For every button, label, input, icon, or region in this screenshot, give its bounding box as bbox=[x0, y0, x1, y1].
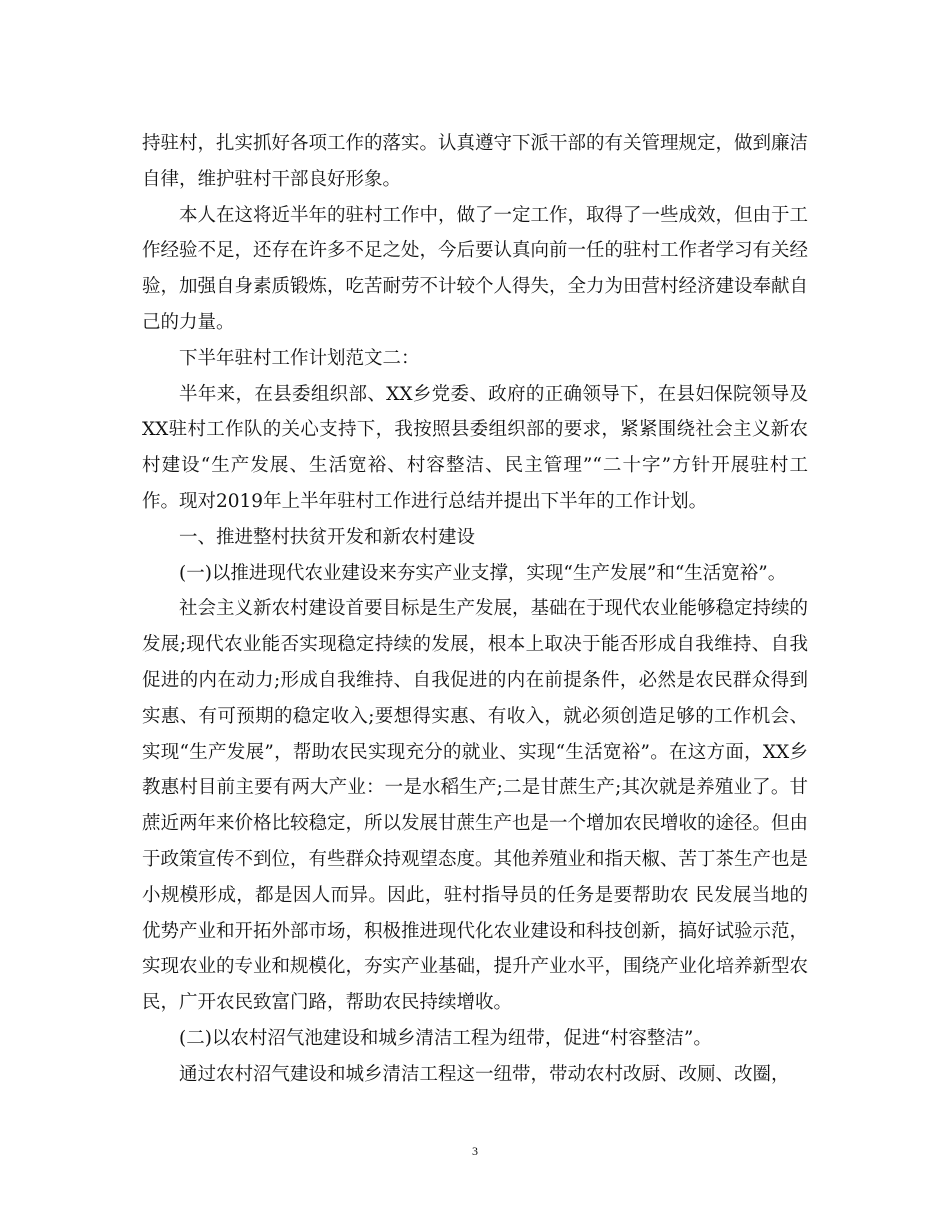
paragraph: 本人在这将近半年的驻村工作中，做了一定工作，取得了一些成效，但由于工作经验不足，还存在许多不足之处，今后要认真向前一任的驻村工作者学习有关经验，加强自身素质锻炼，吃苦耐劳不计较个人得失，全力为田营村经济建设奉献自己的力量。 bbox=[142, 204, 809, 333]
paragraph: 半年来，在县委组织部、XX乡党委、政府的正确领导下，在县妇保院领导及XX驻村工作队的关心支持下，我按照县委组织部的要求，紧紧围绕社会主义新农村建设“生产发展、生活宽裕、村容整洁、民主管理”“二十字”方针开展驻村工作。现对2019年上半年驻村工作进行总结并提出下半年的工作计划。 bbox=[142, 383, 808, 512]
paragraph: 持驻村，扎实抓好各项工作的落实。认真遵守下派干部的有关管理规定，做到廉洁自律，维护驻村干部良好形象。 bbox=[142, 133, 809, 190]
section-heading: 一、推进整村扶贫开发和新农村建设 bbox=[179, 526, 476, 548]
subsection-heading: (二)以农村沼气池建设和城乡清洁工程为纽带，促进“村容整洁”。 bbox=[179, 1027, 712, 1049]
paragraph: 社会主义新农村建设首要目标是生产发展，基础在于现代农业能够稳定持续的发展;现代农业能否实现稳定持续的发展，根本上取决于能否形成自我维持、自我促进的内在动力;形成自我维持、自我促进的内在前提条件，必然是农民群众得到实惠、有可预期的稳定收入;要想得实惠、有收入，就必须创造足够的工作机会、实现“生产发展”，帮助农民实现充分的就业、实现“生活宽裕”。在这方面，XX乡教惠村目前主要有两大产业：一是水稻生产;二是甘蔗生产;其次就是养殖业了。甘蔗近两年来价格比较稳定，所以发展甘蔗生产也是一个增加农民增收的途径。但由于政策宣传不到位，有些群众持观望态度。其他养殖业和指天椒、苦丁茶生产也是小规模形成，都是因人而异。因此，驻村指导员的任务是要帮助农 民发展当地的优势产业和开拓外部市场，积极推进现代化农业建设和科技创新，搞好试验示范，实现农业的专业和规模化，夯实产业基础，提升产业水平，围绕产业化培养新型农民，广开农民致富门路，帮助农民持续增收。 bbox=[142, 598, 809, 1014]
paragraph: 通过农村沼气建设和城乡清洁工程这一纽带，带动农村改厨、改厕、改圈， bbox=[179, 1063, 790, 1085]
section-heading: 下半年驻村工作计划范文二： bbox=[179, 347, 420, 369]
body-text bbox=[142, 126, 808, 1093]
subsection-heading: (一)以推进现代农业建设来夯实产业支撑，实现“生产发展”和“生活宽裕”。 bbox=[179, 562, 787, 584]
page-number: 3 bbox=[472, 1144, 478, 1158]
